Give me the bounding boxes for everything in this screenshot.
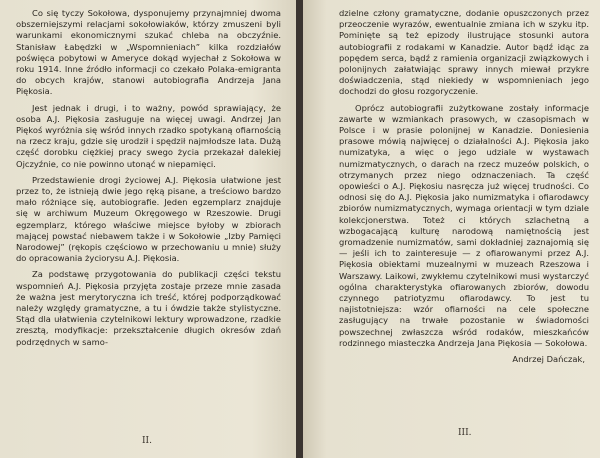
page-number: II. — [142, 436, 152, 446]
paragraph: Za podstawę przygotowania do publikacji części tekstu wspomnień A.J. Piękosia przyjęta zostaje przeze mnie zasada że ważna jest merytoryczna ich treść, której podporządkować należy względy gramatyczne, a tu i ówdzie także stylistyczne. Stąd dla ułatwienia czytelnikowi lektury wprowadzone, rzadkie zresztą, modyfikacje: przekształcenie długich okresów zdań podrzędnych w samo- — [16, 269, 281, 347]
paragraph: Przedstawienie drogi życiowej A.J. Piękosia ułatwione jest przez to, że istnieją dwie jego ręką pisane, a treściowo bardzo mało różniące się, autobiografie. Jeden egzemplarz znajduje się w archiwum Muzeum Okręgowego w Rzeszowie. Drugi egzemplarz, którego właściwe miejsce byłoby w zbiorach mającej powstać niebawem także i w Sokołowie „Izby Pamięci Narodowej” (rękopis częściowo w przechowaniu u mnie) służy do opracowania życiorysu A.J. Piękosia. — [16, 174, 281, 264]
paragraph: Co się tyczy Sokołowa, dysponujemy przynajmniej dwoma obszerniejszymi relacjami sokołowiaków, którzy zmuszeni byli warunkami ekonomicznymi szukać chleba na obczyźnie. Stanisław Łabędzki w „Wspomnieniach” kilka rozdziałów poświęca pobytowi w Ameryce dokąd wyjechał z Sokołowa w roku 1914. Inne źródło informacji co czekało Polaka-emigranta do obcych krajów, stanowi autobiografia Andrzeja Jana Piękosia. — [16, 8, 281, 97]
right-page — [303, 0, 600, 458]
author-signature: Andrzej Dańczak, — [512, 354, 585, 365]
paragraph: dzielne człony gramatyczne, dodanie opuszczonych przez przeoczenie wyrazów, ewentualnie zmiana ich w szyku itp. Pominięte są też epizody ilustrujące stosunki autora autobiografii z rodakami w Kanadzie. Autor bądź idąc za popędem serca, bądź z ramienia organizacji związkowych i polonijnych załatwiając sprawy innych miewał przykre doświadczenia, stąd niekiedy w wspomnieniach jego dochodzi do głosu rozgoryczenie. — [339, 8, 589, 97]
left-page-text — [16, 8, 281, 353]
left-page — [0, 0, 296, 458]
paragraph: Oprócz autobiografii zużytkowane zostały informacje zawarte w wzmiankach prasowych, w czasopismach w Polsce i w prasie polonijnej w Kanadzie. Doniesienia prasowe mówią najwięcej o działalności A.J. Piękosia jako numizatyka, a więc o jego udziale w wystawach numizmatycznych, o darach na rzecz muzeów polskich, o otrzymanych przez niego odznaczeniach. Ta część opowieści o A.J. Piękosiu nasręcza już więcej trudności. Co odnosi się do A.J. Piękosia jako numizmatyka i ofiarodawcy zbiorów numizmatycznych, wymaga orientacji w tym dziale kolekcjonerstwa. Toteż ci których szlachetną a wzbogacającą kulturę narodową namiętnością jest gromadzenie numizmatów, sami dokładniej zaznajomią się — jeśli ich to zainteresuje — z ofiarowanymi przez A.J. Piękosia obiektami muzealnymi w muzeach Rzeszowa i Warszawy. Laikowi, zwykłemu czytelnikowi musi wystarczyć ogólna charakterystyka ofiarowanych zbiorów, dowodu czynnego patriotyzmu ofiarodawcy. To jest tu najistotniejsza: wzór ofiarności na cele społeczne zasługujący na trwałe pozostanie w świadomości powszechnej zwłaszcza wśród rodaków, mieszkańców rodzinnego miasteczka Andrzeja Jana Piękosia — Sokołowa. — [339, 102, 589, 348]
book-spine — [296, 0, 303, 458]
page-number: III. — [458, 428, 472, 438]
right-page-text — [339, 8, 589, 365]
paragraph: Jest jednak i drugi, i to ważny, powód sprawiający, że osoba A.J. Piękosia zasługuje na więcej uwagi. Andrzej Jan Piękoś wyróżnia się wśród innych rzadko spotykaną ofiarnością na rzecz kraju, gdzie się urodził i spędził najmłodsze lata. Dużą część dorobku ciężkiej pracy swego życia przekazał dalekiej Ojczyźnie, co nie powinno utonąć w niepamięci. — [16, 102, 281, 169]
